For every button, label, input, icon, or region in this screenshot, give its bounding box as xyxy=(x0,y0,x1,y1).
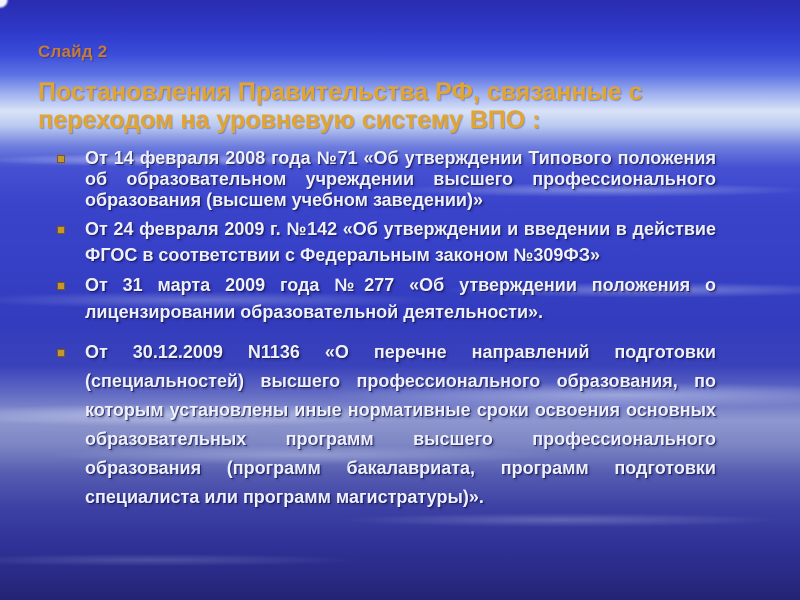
bullet-square-icon xyxy=(57,282,65,290)
bullet-square-icon xyxy=(57,226,65,234)
slide-number-label: Слайд 2 xyxy=(38,42,108,61)
bullet-text: От 31 марта 2009 года №277 «Об утверждении положения о лицензировании образовательной деятельности». xyxy=(85,275,716,322)
bullet-item xyxy=(57,272,716,326)
bullet-text: От 24 февраля 2009 г. №142 «Об утверждении и введении в действие ФГОС в соответствии с Федеральным законом №309ФЗ» xyxy=(85,219,716,265)
bullet-square-icon xyxy=(57,155,65,163)
bullet-square-icon xyxy=(57,349,65,357)
bullet-item xyxy=(57,338,716,512)
bullet-item xyxy=(57,216,716,268)
bullet-item xyxy=(57,148,716,211)
bullet-list xyxy=(57,146,716,512)
slide-title: Постановления Правительства РФ, связанные с переходом на уровневую систему ВПО : xyxy=(38,78,643,134)
bullet-text: От 14 февраля 2008 года №71 «Об утверждении Типового положения об образовательном учреждении высшего профессионального образования (высшем учебном заведении)» xyxy=(85,148,716,210)
bullet-text: От 30.12.2009 N1136 «О перечне направлений подготовки (специальностей) высшего профессионального образования, по которым установлены иные нормативные сроки освоения основных образовательных программ высшего профессионального образования (программ бакалавриата, программ подготовки специалиста или программ магистратуры)». xyxy=(85,342,716,507)
